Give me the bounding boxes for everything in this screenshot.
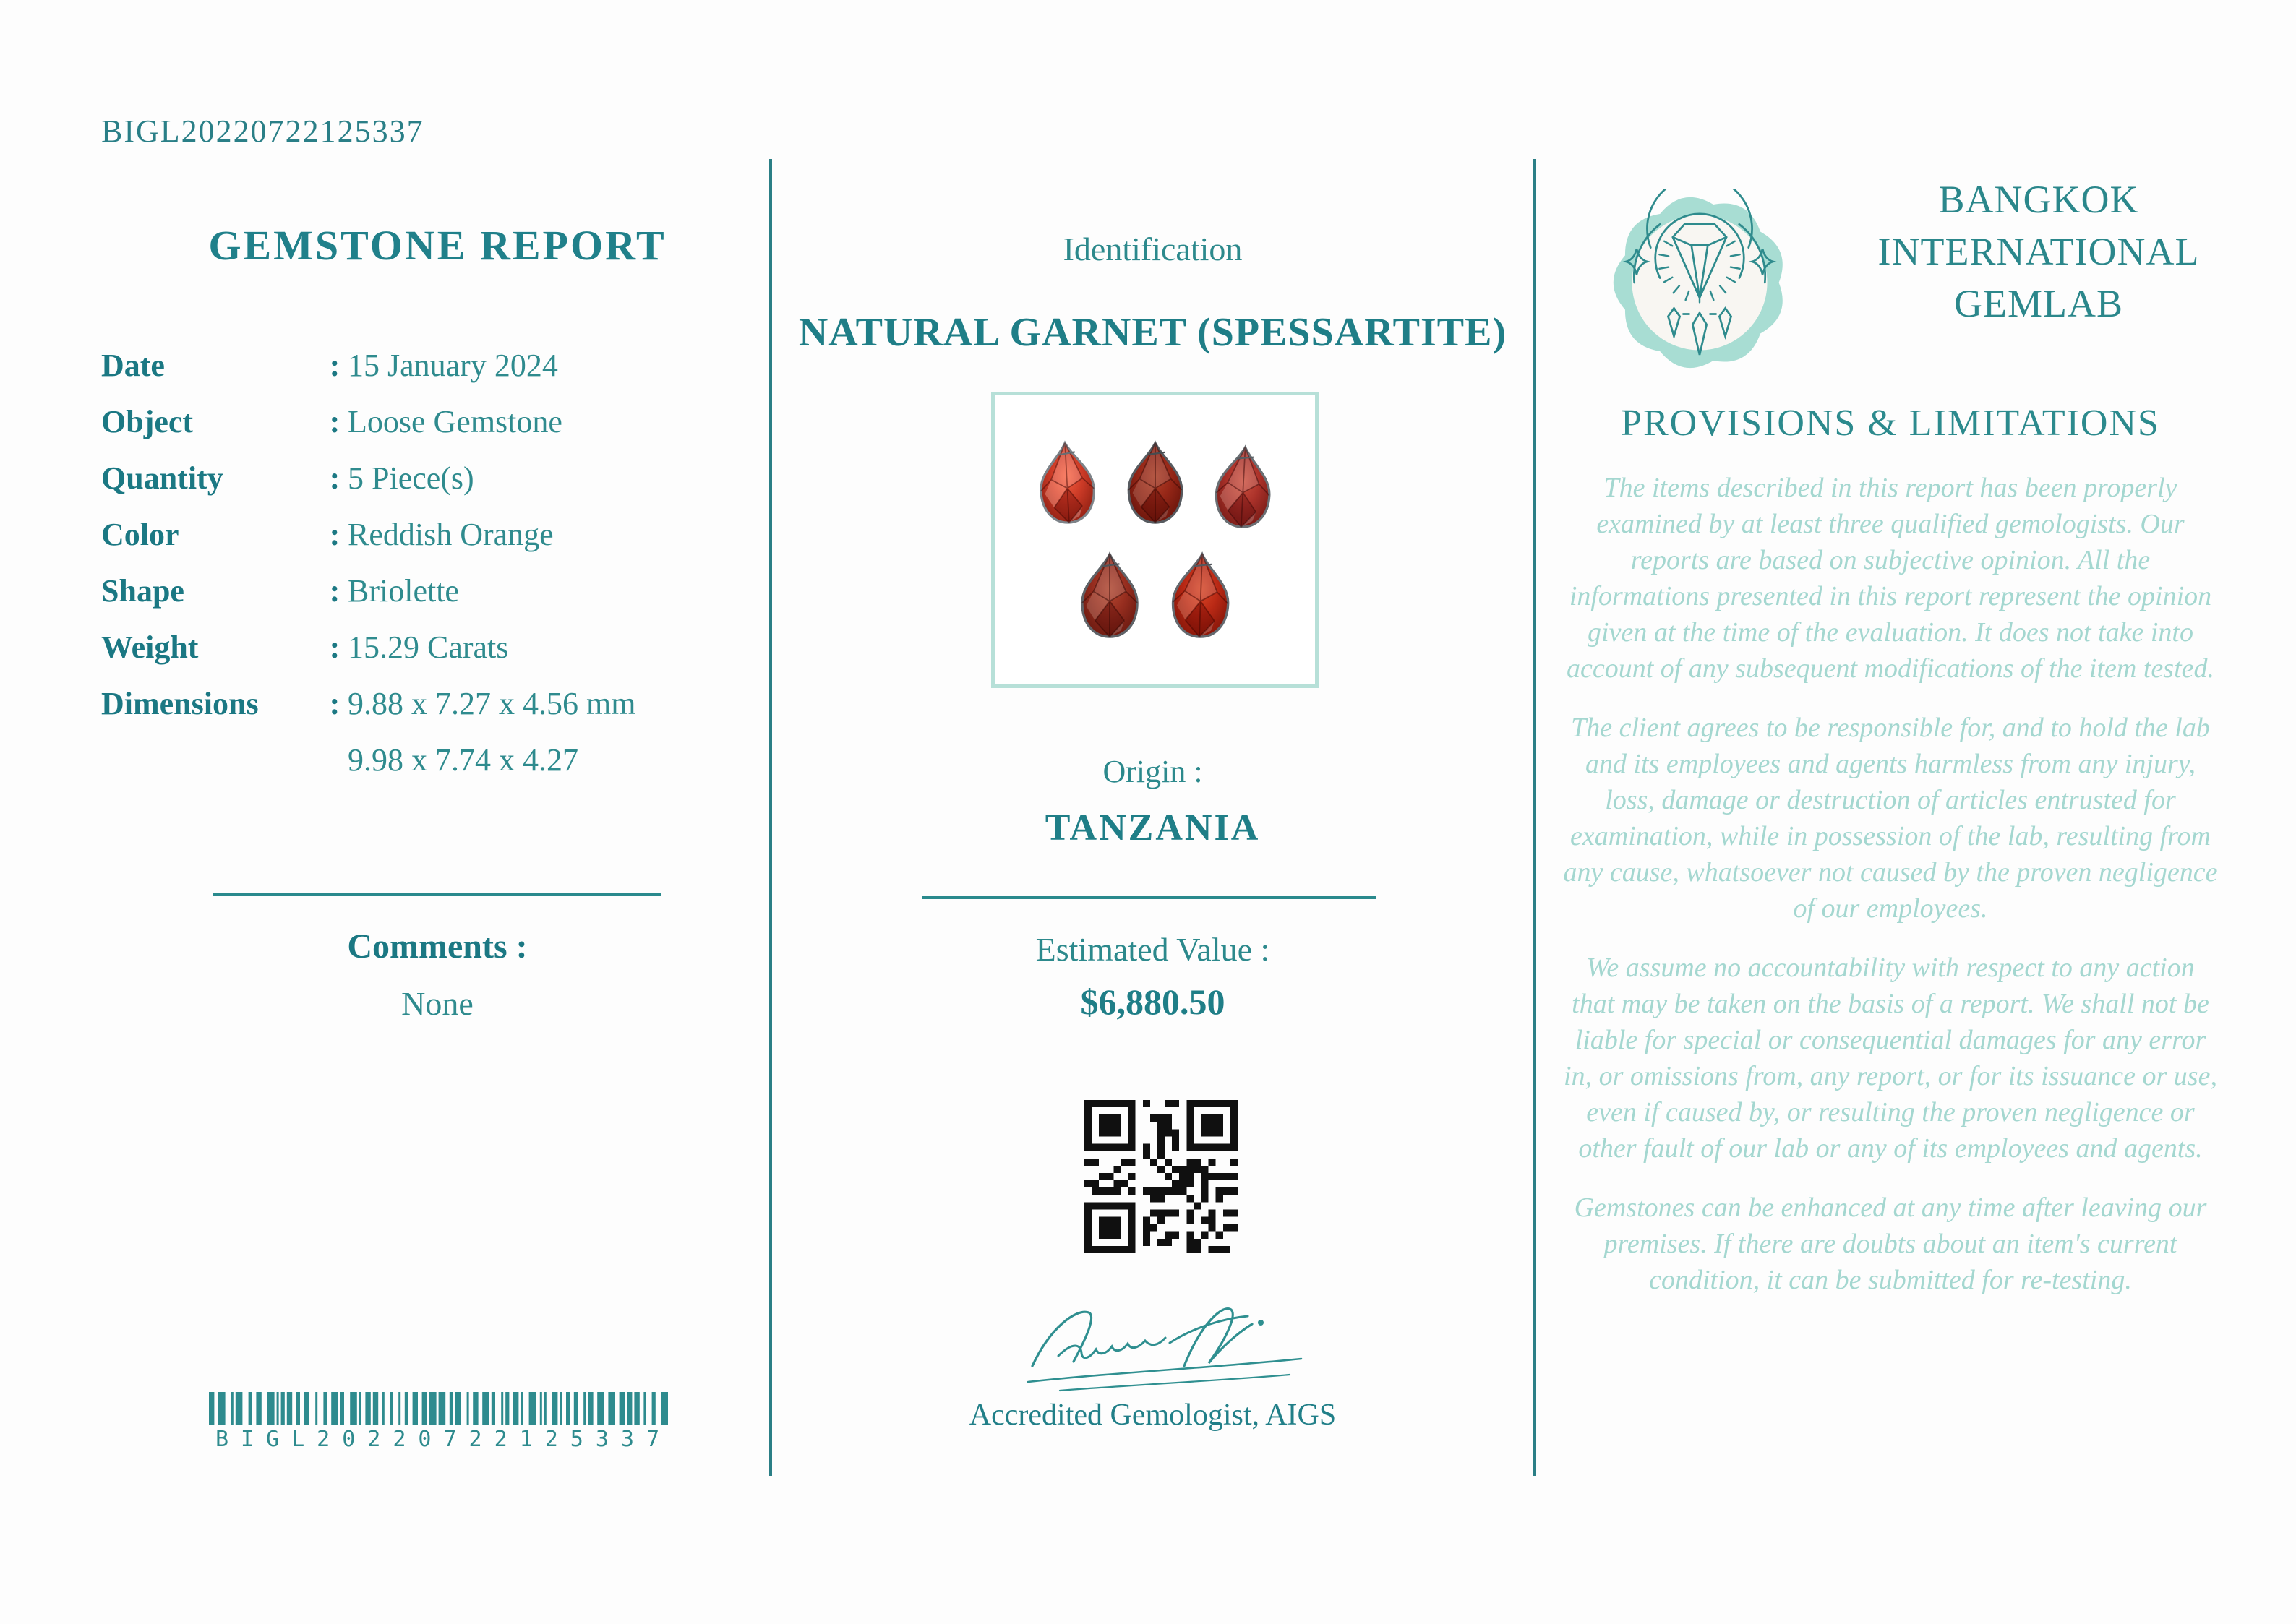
garnet-gem-icon — [1069, 539, 1150, 652]
field-colon: : — [329, 404, 340, 439]
origin-value: TANZANIA — [1045, 807, 1261, 848]
field-label: Date — [101, 348, 165, 383]
field-value-line1: Briolette — [348, 573, 459, 609]
field-row — [101, 450, 774, 507]
field-row — [101, 563, 774, 619]
field-colon: : — [329, 686, 340, 721]
lab-name-line: BANGKOK — [1938, 178, 2139, 221]
field-colon: : — [329, 630, 340, 665]
field-row — [101, 676, 774, 789]
field-value-line1: Reddish Orange — [348, 517, 554, 552]
lab-name — [1836, 173, 2241, 330]
field-label: Color — [101, 517, 179, 552]
field-row — [101, 619, 774, 676]
identification-result: NATURAL GARNET (SPESSARTITE) — [798, 310, 1507, 355]
provisions-paragraph: We assume no accountability with respect to any action that may be taken on the basis of a report. We shall not be liable for special or consequential damages for any error in, or omissions from, any report, or for its issuance or use, even if caused by, or resulting the proven negligence or other fault of our lab or any of its employees and agents. — [1564, 953, 2217, 1164]
comments-value: None — [401, 985, 474, 1022]
lab-name-line: INTERNATIONAL — [1877, 230, 2200, 273]
field-colon: : — [329, 573, 340, 609]
field-row — [101, 394, 774, 450]
field-label: Weight — [101, 630, 199, 665]
field-value — [348, 563, 774, 619]
report-fields — [101, 338, 774, 789]
identification-section-title: Identification — [1063, 231, 1243, 267]
field-value-line1: 5 Piece(s) — [348, 460, 474, 496]
provisions-paragraphs — [1562, 470, 2219, 1321]
field-value — [348, 338, 774, 394]
field-colon: : — [329, 517, 340, 552]
garnet-gem-icon — [1158, 538, 1243, 653]
field-value — [348, 676, 774, 789]
origin-label: Origin : — [1102, 754, 1203, 789]
comments-divider — [213, 893, 661, 896]
gem-row-bottom — [1069, 539, 1241, 652]
gemologist-signature — [1012, 1281, 1316, 1404]
field-value — [348, 394, 774, 450]
qr-code — [1084, 1100, 1238, 1253]
garnet-gem-icon — [1025, 426, 1109, 539]
field-value — [348, 619, 774, 676]
field-value-line2: 9.98 x 7.74 x 4.27 — [348, 742, 578, 778]
lab-name-line: GEMLAB — [1954, 282, 2123, 325]
provisions-paragraph: The items described in this report has been properly examined by at least three qualified gemologists. Our reports are based on subjective opinion. All the informations presented in this report represent the opinion given at the time of the evaluation. It does not take into account of any subsequent modifications of the item tested. — [1566, 473, 2214, 684]
garnet-gem-icon — [1116, 428, 1194, 538]
signatory-title: Accredited Gemologist, AIGS — [969, 1399, 1337, 1432]
field-value — [348, 450, 774, 507]
field-value — [348, 507, 774, 563]
comments-label: Comments : — [347, 927, 528, 966]
report-summary-column — [101, 0, 774, 1624]
provisions-paragraph: The client agrees to be responsible for, and to hold the lab and its employees and agents harmless from any injury, loss, damage or destruction of articles entrusted for examination, while in possession of the lab, resulting from any cause, whatsoever not caused by the proven negligence of our employees. — [1563, 713, 2218, 924]
field-label: Object — [101, 404, 194, 439]
field-row — [101, 507, 774, 563]
value-divider — [922, 896, 1376, 899]
gem-pendant-logo-icon — [1606, 189, 1793, 376]
field-row — [101, 338, 774, 394]
garnet-gem-icon — [1201, 430, 1285, 544]
lab-column — [1535, 0, 2296, 1624]
barcode-text: BIGL20220722125337 — [215, 1427, 672, 1452]
field-value-line1: 9.88 x 7.27 x 4.56 mm — [348, 686, 636, 721]
gem-row-top — [1028, 428, 1282, 538]
provisions-paragraph: Gemstones can be enhanced at any time after leaving our premises. If there are doubts about an item's current condition, it can be submitted for re-testing. — [1574, 1193, 2207, 1295]
field-label: Shape — [101, 573, 184, 609]
field-label: Quantity — [101, 460, 223, 496]
field-value-line1: 15.29 Carats — [348, 630, 509, 665]
identification-column — [771, 0, 1535, 1624]
field-colon: : — [329, 348, 340, 383]
barcode — [209, 1392, 668, 1425]
field-value-line1: 15 January 2024 — [348, 348, 558, 383]
field-colon: : — [329, 460, 340, 496]
estimated-value-label: Estimated Value : — [1035, 931, 1270, 968]
field-value-line1: Loose Gemstone — [348, 404, 562, 439]
report-title: GEMSTONE REPORT — [208, 222, 667, 269]
estimated-value: $6,880.50 — [1080, 981, 1225, 1022]
gemstone-photo — [991, 392, 1319, 688]
field-label: Dimensions — [101, 686, 259, 721]
provisions-title: PROVISIONS & LIMITATIONS — [1621, 403, 2160, 444]
report-number: BIGL20220722125337 — [101, 113, 424, 149]
